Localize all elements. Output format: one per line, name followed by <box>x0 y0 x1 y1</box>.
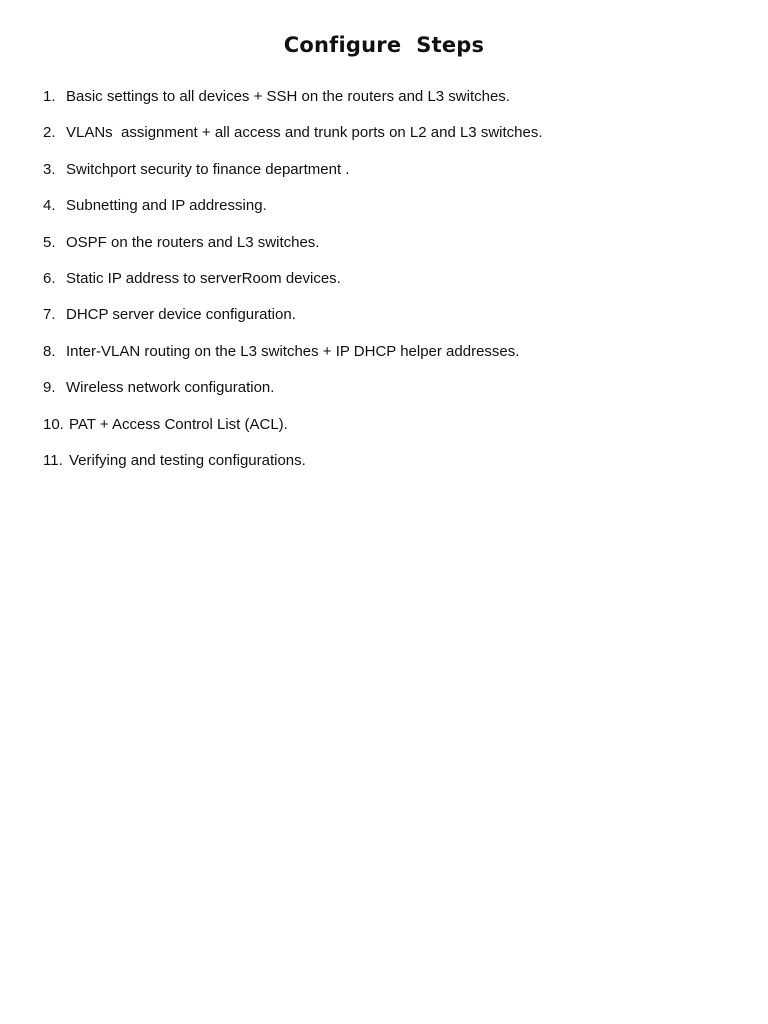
list-item <box>43 160 543 196</box>
list-item <box>43 269 543 305</box>
list-item <box>43 415 543 451</box>
step-text: Static IP address to serverRoom devices. <box>66 269 341 287</box>
list-item <box>43 196 543 232</box>
step-number: 4. <box>43 197 56 215</box>
step-text: OSPF on the routers and L3 switches. <box>66 233 320 251</box>
step-text: Verifying and testing configurations. <box>69 451 306 469</box>
step-number: 10. <box>43 415 64 433</box>
step-number: 6. <box>43 269 56 287</box>
step-text: Subnetting and IP addressing. <box>66 197 267 215</box>
list-item <box>43 123 543 159</box>
step-number: 11. <box>43 451 63 469</box>
steps-list <box>43 87 543 487</box>
step-text: Wireless network configuration. <box>66 379 275 397</box>
step-number: 5. <box>43 233 56 251</box>
step-number: 3. <box>43 160 56 178</box>
step-text: VLANs assignment + all access and trunk ports on L2 and L3 switches. <box>66 124 543 142</box>
step-text: Switchport security to finance department . <box>66 160 350 178</box>
step-number: 9. <box>43 379 56 397</box>
step-text: Inter-VLAN routing on the L3 switches + IP DHCP helper addresses. <box>66 342 520 360</box>
step-text: DHCP server device configuration. <box>66 306 296 324</box>
step-number: 7. <box>43 306 56 324</box>
list-item <box>43 342 543 378</box>
step-number: 1. <box>43 88 56 105</box>
step-text: PAT + Access Control List (ACL). <box>69 415 288 433</box>
page-title: Configure Steps <box>283 33 485 57</box>
list-item <box>43 233 543 269</box>
step-text: Basic settings to all devices + SSH on the routers and L3 switches. <box>66 88 510 105</box>
list-item <box>43 451 543 487</box>
step-number: 2. <box>43 124 56 142</box>
step-number: 8. <box>43 342 56 360</box>
list-item <box>43 378 543 414</box>
list-item <box>43 87 543 123</box>
list-item <box>43 305 543 341</box>
